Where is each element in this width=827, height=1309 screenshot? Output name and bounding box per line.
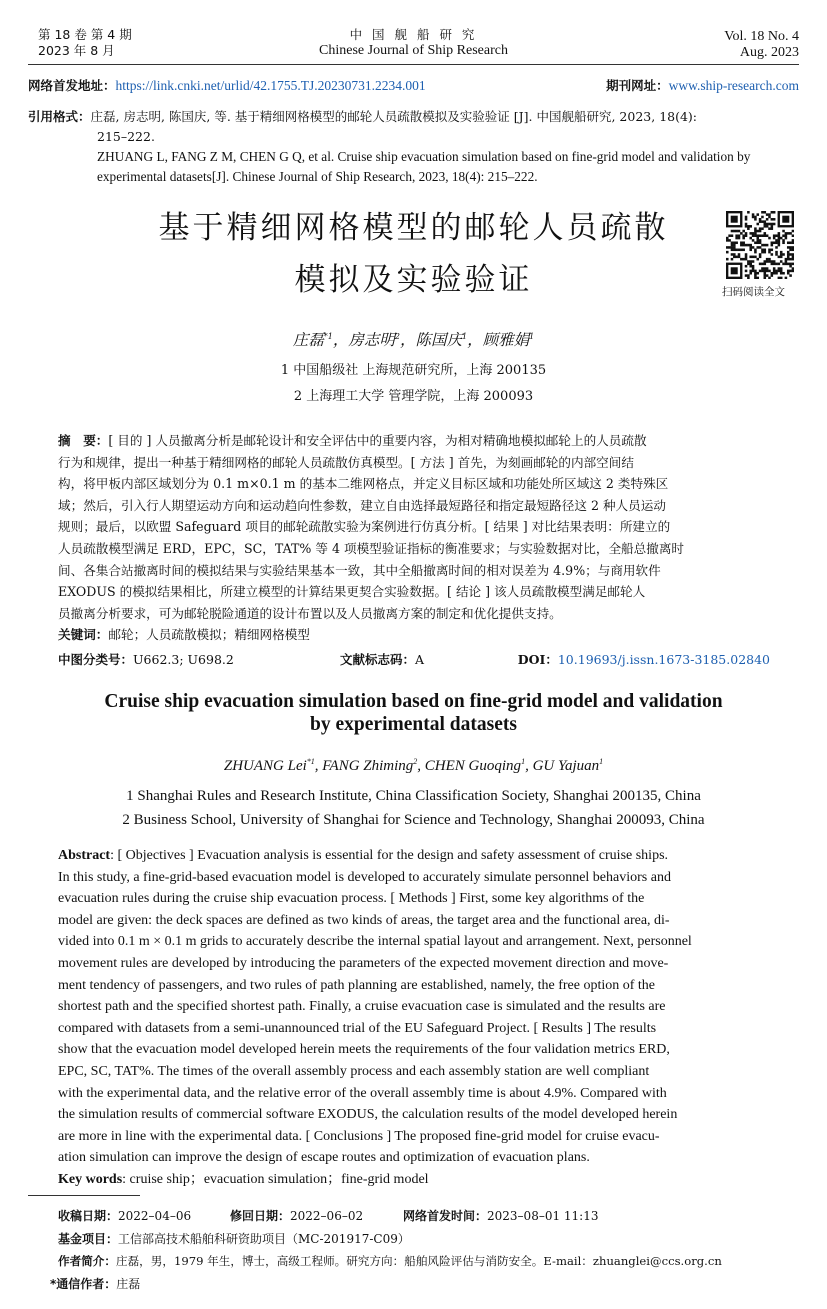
journal-site-label: 期刊网址： (606, 78, 669, 93)
abstract-cn-line: 规则；最后，以欧盟 Safeguard 项目的邮轮疏散实验为案例进行仿真分析。[ 结果 ] 对比结果表明：所建立的 (58, 519, 671, 535)
title-cn-line2: 模拟及实验验证 (294, 262, 533, 298)
abstract-cn-line: 员撤离分析要求，可为邮轮脱险通道的设计布置以及人员撤离方案的制定和优化提供支持。 (58, 605, 562, 621)
affiliations-cn (0, 358, 827, 410)
title-en-line2: by experimental datasets (310, 714, 517, 735)
doi-label: DOI： (517, 652, 558, 667)
online-address (28, 76, 426, 94)
abstract-en (58, 845, 770, 1191)
keywords-en-label: Key words (58, 1171, 123, 1187)
fund-text: 工信部高技术船舶科研资助项目（MC-201917-C09） (118, 1231, 410, 1246)
affiliation-en-1: 1 Shanghai Rules and Research Institute, China Classification Society, Shanghai 200135, China (126, 788, 701, 804)
abstract-en-line: movement rules are developed by introducing the parameters of the expected movement direction and move- (58, 955, 669, 971)
author-bio-label: 作者简介： (58, 1254, 116, 1268)
author-bio: 庄磊，男，1979 年生，博士，高级工程师。研究方向：船舶风险评估与消防安全。E-mail：zhuanglei@ccs.org.cn (115, 1254, 722, 1268)
doc-label: 文献标志码： (340, 652, 416, 667)
author-cn-2: 房志明 (348, 331, 395, 349)
header-rule (28, 64, 799, 65)
abstract-en-line: ation simulation can improve the design of escape routes and optimization of evacuation plans. (58, 1150, 590, 1166)
abstract-en-line: the simulation results of commercial software EXODUS, the calculation results of the model developed herein (58, 1107, 678, 1123)
abstract-cn-line: 构，将甲板内部区域划分为 0.1 m×0.1 m 的基本二维网格点，并定义目标区域和功能处所区域这 2 类特殊区 (58, 476, 669, 492)
online-label: 网络首发时间： (403, 1209, 488, 1223)
qr-caption: 扫码阅读全文 (722, 286, 785, 298)
affiliation-en-2: 2 Business School, University of Shanghai for Science and Technology, Shanghai 200093, China (122, 812, 705, 828)
author-cn-4: 顾雅娟 (482, 331, 530, 349)
abstract-en-line: show that the evacuation model developed herein meets the requirements of the four validation metrics ERD, (58, 1042, 670, 1058)
keywords-cn-label: 关键词： (58, 627, 109, 643)
title-cn-line1: 基于精细网格模型的邮轮人员疏散 (158, 210, 669, 246)
fund-label: 基金项目： (58, 1231, 119, 1246)
author-en-2: FANG Zhiming (322, 758, 414, 774)
abstract-en-line: with the experimental data, and the relative error of the overall assembly time is about 4.9%. Compared with (58, 1085, 667, 1101)
clc-value: U662.3; U698.2 (133, 652, 234, 667)
affiliations-en (0, 784, 827, 832)
abstract-cn-line: 行为和规律，提出一种基于精细网格的邮轮人员疏散仿真模型。[ 方法 ] 首先，为刻画邮轮的内部空间结 (58, 454, 634, 470)
author-cn-4-sup: 1 (529, 331, 535, 341)
revised-date: 2022–06–02 (290, 1209, 364, 1223)
abstract-cn-label: 摘 要： (58, 433, 109, 448)
title-en-line1: Cruise ship evacuation simulation based on fine-grid model and validation (104, 691, 723, 712)
abstract-en-line: shortest path and the specified shortest path. Finally, a cruise evacuation case is simulated and the results are (58, 999, 666, 1015)
abstract-cn-line: 域；然后，引入行人期望运动方向和运动趋向性参数，建立自由选择最短路径和指定最短路径这 2 种人员运动 (58, 497, 666, 513)
journal-site-link[interactable]: www.ship-research.com (668, 78, 799, 93)
doi-link[interactable]: 10.19693/j.issn.1673-3185.02840 (557, 652, 770, 667)
author-cn-3: 陈国庆 (415, 331, 463, 349)
issue-volume: 第 18 卷 第 4 期 2023 年 8 月 (38, 27, 132, 58)
volume-en: Vol. 18 No. 4 Aug. 2023 (724, 29, 799, 60)
abstract-cn-line: EXODUS 的模拟结果相比，所建立模型的计算结果更契合实验数据。[ 结论 ] 该人员疏散模型满足邮轮人 (58, 584, 646, 600)
author-en-4: GU Yajuan (532, 758, 600, 774)
author-cn-1: 庄磊 (292, 331, 324, 349)
author-sep: ， (467, 331, 483, 349)
author-en-3-sup: 1 (521, 757, 526, 766)
received-date: 2022–04–06 (118, 1209, 192, 1223)
author-sep: ， (399, 331, 416, 349)
abstract-cn-line: [ 目的 ] 人员撤离分析是邮轮设计和安全评估中的重要内容，为相对精确地模拟邮轮上的人员疏散 (108, 433, 647, 448)
author-en-3: CHEN Guoqing (424, 758, 522, 774)
author-cn-3-sup: 1 (462, 331, 468, 341)
abstract-en-line: evacuation rules during the cruise ship evacuation process. [ Methods ] First, some key algorithms of the (58, 891, 645, 907)
citation-en-line2: experimental datasets[J]. Chinese Journal of Ship Research, 2023, 18(4): 215–222. (97, 169, 538, 184)
author-en-2-sup: 2 (413, 757, 418, 766)
abstract-en-line: : [ Objectives ] Evacuation analysis is essential for the design and safety assessment of cruise ships. (110, 848, 669, 863)
author-en-4-sup: 1 (599, 757, 604, 766)
abstract-en-line: In this study, a fine-grid-based evacuation model is developed to accurately simulate personnel behaviors and (58, 869, 671, 885)
author-en-1: ZHUANG Lei (223, 758, 307, 774)
abstract-cn (58, 430, 770, 646)
revised-label: 修回日期： (230, 1209, 291, 1223)
citation-en-line1: ZHUANG L, FANG Z M, CHEN G Q, et al. Cruise ship evacuation simulation based on fine-grid model and validation by (97, 149, 751, 164)
abstract-en-line: ment tendency of passengers, and two rules of path planning are established, namely, the free option of the (58, 977, 656, 993)
clc-code (58, 650, 234, 668)
corresponding-author: 庄磊 (116, 1276, 141, 1291)
abstract-en-line: vided into 0.1 m × 0.1 m grids to accurately describe the internal spatial layout and arrangement. Next, personnel (58, 934, 692, 950)
abstract-en-line: EPC, SC, TAT%. The times of the overall assembly process and each assembly station are well compliant (58, 1063, 650, 1079)
online-address-label: 网络首发地址： (28, 78, 116, 93)
abstract-cn-line: 人员疏散模型满足 ERD，EPC，SC，TAT% 等 4 项模型验证指标的衡准要求；与实验数据对比，全船总撤离时 (58, 540, 685, 556)
citation-block (28, 107, 800, 187)
footnotes (50, 1205, 798, 1295)
online-date: 2023–08–01 11:13 (487, 1209, 599, 1223)
clc-label: 中图分类号： (58, 652, 134, 667)
author-cn-2-sup: 2 (394, 331, 400, 341)
doc-value: A (415, 652, 425, 667)
online-address-link[interactable]: https://link.cnki.net/urlid/42.1755.TJ.20230731.2234.001 (115, 78, 426, 93)
citation-label: 引用格式： (28, 109, 91, 124)
doc-code (340, 650, 424, 668)
footnote-rule (28, 1195, 140, 1196)
authors-cn (0, 328, 827, 350)
author-cn-1-sup: *1 (323, 331, 333, 341)
keywords-cn: 邮轮；人员疏散模拟；精细网格模型 (108, 627, 310, 643)
author-sep: ， (332, 331, 349, 349)
doi (518, 650, 770, 668)
qr-code-icon[interactable] (726, 211, 794, 279)
abstract-en-line: model are given: the deck spaces are defined as two kinds of areas, the target area and the functional area, di- (58, 912, 670, 928)
citation-cn: 庄磊, 房志明, 陈国庆, 等. 基于精细网格模型的邮轮人员疏散模拟及实验验证 [J]. 中国舰船研究, 2023, 18(4): (90, 109, 698, 124)
abstract-en-line: are more in line with the experimental data. [ Conclusions ] The proposed fine-grid model for cruise evacu- (58, 1128, 660, 1144)
received-label: 收稿日期： (58, 1209, 119, 1223)
keywords-en: : cruise ship；evacuation simulation；fine-grid model (122, 1171, 429, 1187)
journal-site (606, 76, 799, 94)
title-en (0, 690, 827, 736)
corresponding-label: *通信作者： (50, 1276, 117, 1291)
affiliation-cn-1: 1 中国船级社 上海规范研究所，上海 200135 (280, 363, 547, 378)
journal-header: 中 国 舰 船 研 究 Chinese Journal of Ship Research (319, 27, 508, 58)
title-cn (0, 206, 827, 302)
author-en-1-sup: *1 (306, 757, 315, 766)
authors-en: ZHUANG Lei$^{*1}$, FANG Zhiming$^2$, CHEN Guoqing$^1$, GU Yajuan$^1$ (223, 757, 604, 774)
abstract-cn-line: 间、各集合站撤离时间的模拟结果与实验结果基本一致，其中全船撤离时间的相对误差为 4.9%；与商用软件 (58, 562, 661, 578)
dates-row (58, 1205, 798, 1228)
citation-cn-cont: 215–222. (97, 129, 155, 144)
abstract-en-line: compared with datasets from a semi-unannounced trial of the EU Safeguard Project. [ Results ] The results (58, 1020, 657, 1036)
abstract-en-label: Abstract (58, 848, 111, 863)
affiliation-cn-2: 2 上海理工大学 管理学院，上海 200093 (293, 389, 534, 404)
